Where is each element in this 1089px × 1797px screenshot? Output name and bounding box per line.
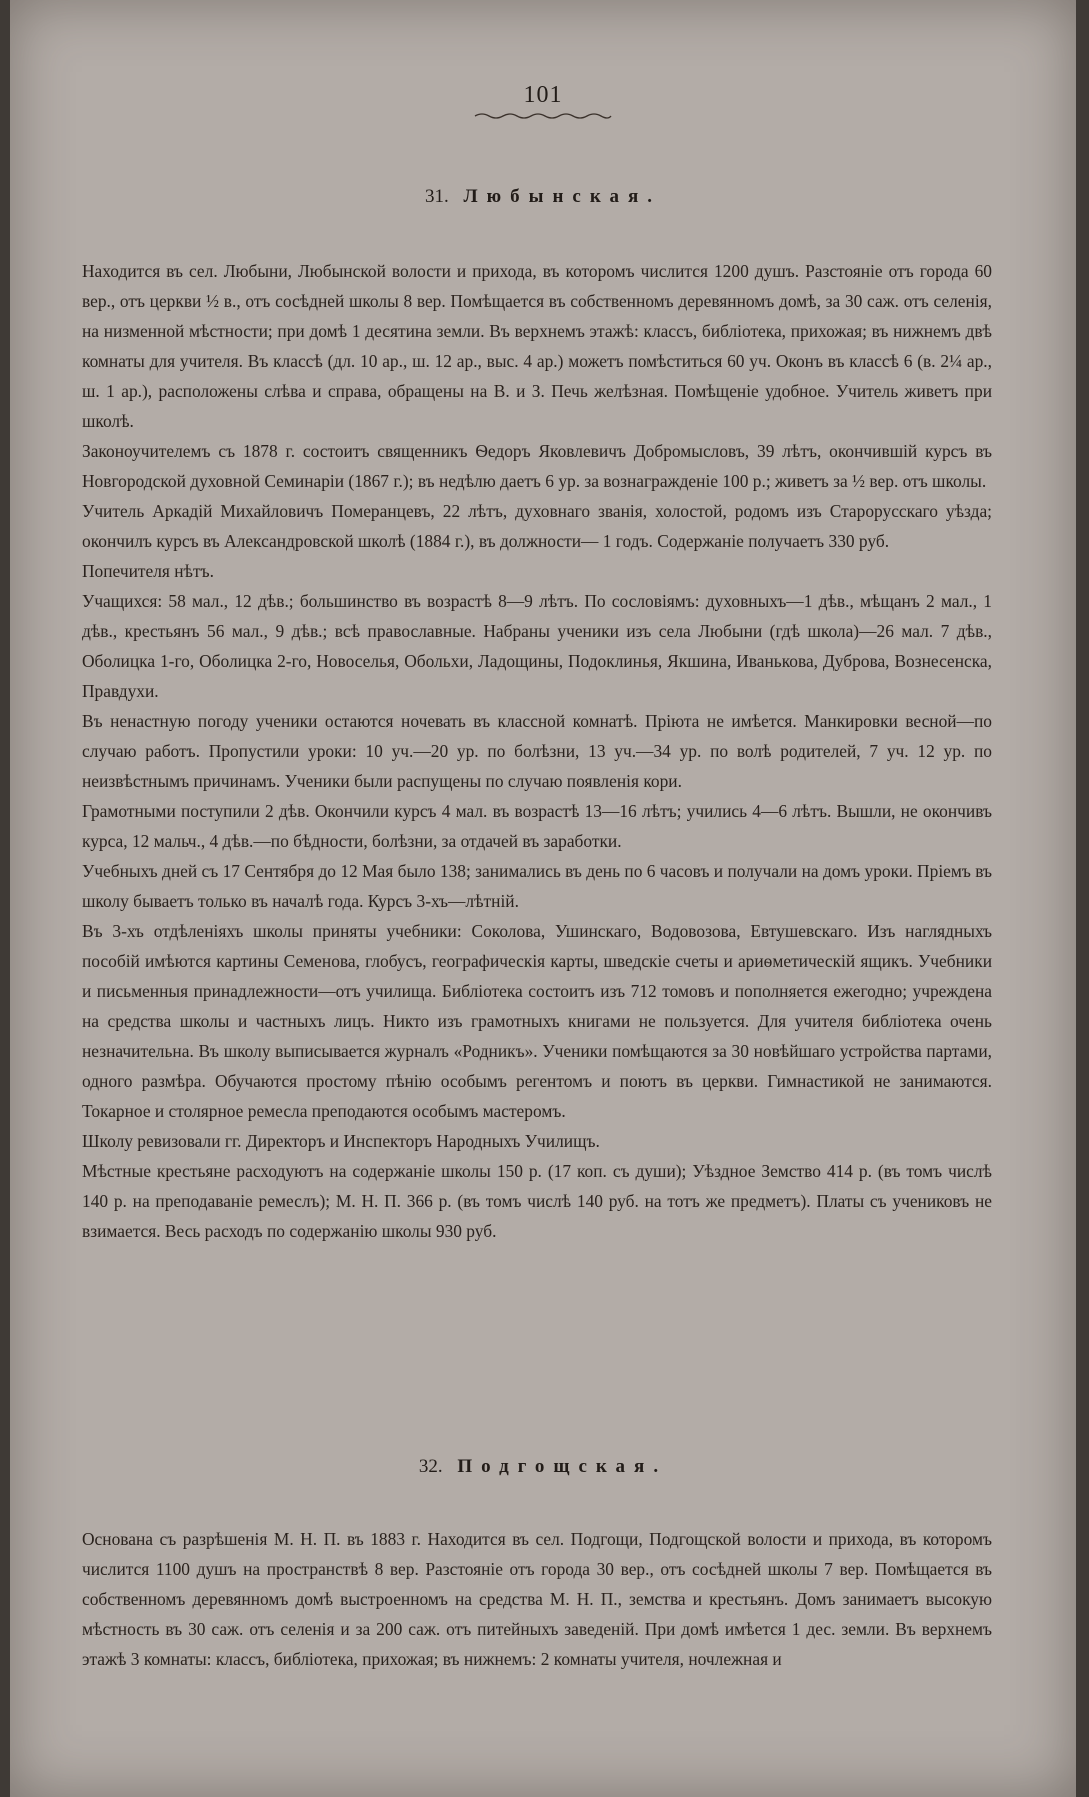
section-number: 31.	[424, 186, 449, 207]
section-title: Подгощская.	[457, 1456, 668, 1477]
paragraph: Мѣстные крестьяне расходуютъ на содержаніе школы 150 р. (17 коп. съ души); Уѣздное Земство 414 р. (въ томъ числѣ 140 р. на преподаваніе ремеслъ); М. Н. П. 366 р. (въ томъ числѣ 140 руб. на тотъ же предметъ). Платы съ учениковъ не взимается. Весь расходъ по содержанію школы 930 руб.	[82, 1161, 992, 1241]
paragraph: Основана съ разрѣшенія М. Н. П. въ 1883 г. Находится въ сел. Подгощи, Подгощской волости и прихода, въ которомъ числится 1100 душъ на пространствѣ 8 вер. Разстояніе отъ города 30 вер., отъ сосѣдней школы 7 вер. Помѣщается въ собственномъ деревянномъ домѣ выстроенномъ на средства М. Н. П., земства и крестьянъ. Домъ занимаетъ высокую мѣстность въ 30 саж. отъ селенія и за 200 саж. отъ питейныхъ заведеній. При домѣ имѣется 1 дес. земли. Въ верхнемъ этажѣ 3 комнаты: классъ, библіотека, прихожая; въ нижнемъ: 2 комнаты учителя, ночлежная и	[82, 1529, 992, 1669]
paragraph: Грамотными поступили 2 дѣв. Окончили курсъ 4 мал. въ возрастѣ 13—16 лѣтъ; учились 4—6 лѣтъ. Вышли, не окончивъ курса, 12 мальч., 4 дѣв.—по бѣдности, болѣзни, за отдачей въ заработки.	[82, 801, 992, 851]
paragraph: Учитель Аркадій Михайловичъ Померанцевъ, 22 лѣтъ, духовнаго званія, холостой, родомъ изъ Старорусскаго уѣзда; окончилъ курсъ въ Александровской школѣ (1884 г.), въ должности— 1 годъ. Содержаніе получаетъ 330 руб.	[82, 501, 992, 551]
section-heading-32	[10, 1456, 1076, 1478]
paragraph: Учащихся: 58 мал., 12 дѣв.; большинство въ возрастѣ 8—9 лѣтъ. По сословіямъ: духовныхъ—1 дѣв., мѣщанъ 2 мал., 1 дѣв., крестьянъ 56 мал., 9 дѣв.; всѣ православные. Набраны ученики изъ села Любыни (гдѣ школа)—26 мал. 7 дѣв., Оболицка 1-го, Оболицка 2-го, Новоселья, Обольхи, Ладощины, Подоклинья, Якшина, Иванькова, Дуброва, Вознесенска, Правдухи.	[82, 591, 992, 701]
section-title: Любынская.	[463, 186, 662, 207]
section-body-31	[82, 256, 992, 1246]
section-body-32	[82, 1524, 992, 1674]
section-number: 32.	[418, 1456, 443, 1477]
page-header	[10, 82, 1076, 121]
paragraph: Въ 3-хъ отдѣленіяхъ школы приняты учебники: Соколова, Ушинскаго, Водовозова, Евтушевскаго. Изъ наглядныхъ пособій имѣются картины Семенова, глобусъ, географическія карты, шведскіе счеты и ариѳметическій ящикъ. Учебники и письменныя принадлежности—отъ училища. Библіотека состоитъ изъ 712 томовъ и пополняется ежегодно; учреждена на средства школы и частныхъ лицъ. Никто изъ грамотныхъ книгами не пользуется. Для учителя библіотека очень незначительна. Въ школу выписывается журналъ «Родникъ». Ученики помѣщаются за 30 новѣйшаго устройства партами, одного размѣра. Обучаются простому пѣнію особымъ регентомъ и поютъ въ церкви. Гимнастикой не занимаются. Токарное и столярное ремесла преподаются особымъ мастеромъ.	[82, 921, 992, 1121]
paragraph: Находится въ сел. Любыни, Любынской волости и прихода, въ которомъ числится 1200 душъ. Разстояніе отъ города 60 вер., отъ церкви ½ в., отъ сосѣдней школы 8 вер. Помѣщается въ собственномъ деревянномъ домѣ, за 30 саж. отъ селенія, на низменной мѣстности; при домѣ 1 десятина земли. Въ верхнемъ этажѣ: классъ, библіотека, прихожая; въ нижнемъ двѣ комнаты для учителя. Въ классѣ (дл. 10 ар., ш. 12 ар., выс. 4 ар.) можетъ помѣститься 60 уч. Оконъ въ классѣ 6 (в. 2¼ ар., ш. 1 ар.), расположены слѣва и справа, обращены на В. и З. Печь желѣзная. Помѣщеніе удобное. Учитель живетъ при школѣ.	[82, 261, 992, 431]
paragraph: Въ ненастную погоду ученики остаются ночевать въ классной комнатѣ. Пріюта не имѣется. Манкировки весной—по случаю работъ. Пропустили уроки: 10 уч.—20 ур. по болѣзни, 13 уч.—34 ур. по волѣ родителей, 7 уч. 12 ур. по неизвѣстнымъ причинамъ. Ученики были распущены по случаю появленія кори.	[82, 711, 992, 791]
document-page	[10, 0, 1076, 1797]
paragraph: Школу ревизовали гг. Директоръ и Инспекторъ Народныхъ Училищъ.	[82, 1131, 600, 1151]
page-number: 101	[523, 82, 563, 108]
paragraph: Попечителя нѣтъ.	[82, 561, 214, 581]
paragraph: Учебныхъ дней съ 17 Сентября до 12 Мая было 138; занимались въ день по 6 часовъ и получали на домъ уроки. Пріемъ въ школу бываетъ только въ началѣ года. Курсъ 3-хъ—лѣтній.	[82, 861, 992, 911]
section-heading-31	[10, 186, 1076, 208]
ornament-divider	[473, 111, 613, 121]
paragraph: Законоучителемъ съ 1878 г. состоитъ священникъ Ѳедоръ Яковлевичъ Добромысловъ, 39 лѣтъ, окончившій курсъ въ Новгородской духовной Семинаріи (1867 г.); въ недѣлю даетъ 6 ур. за вознагражденіе 100 р.; живетъ за ½ вер. отъ школы.	[82, 441, 992, 491]
